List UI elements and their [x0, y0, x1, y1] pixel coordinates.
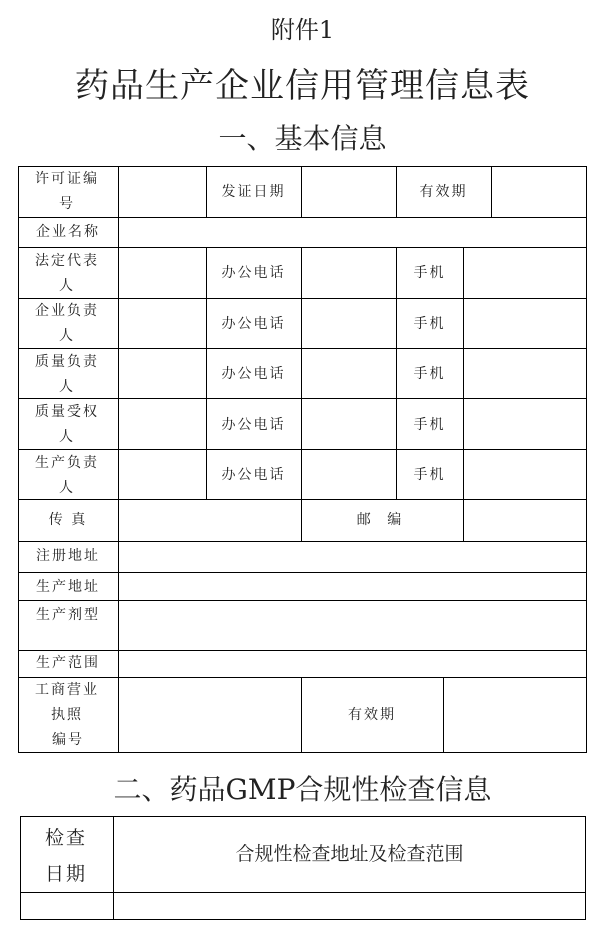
- quality-authorized-label: 质量受权人: [35, 404, 99, 445]
- office-phone-label-3: 办公电话: [221, 366, 286, 382]
- check-address-header: 合规性检查地址及检查范围: [235, 843, 464, 865]
- check-date-input[interactable]: [21, 893, 113, 919]
- postcode-label: 邮 编: [356, 512, 408, 528]
- prod-scope-label: 生产范围: [36, 655, 100, 671]
- page-title: 药品生产企业信用管理信息表: [75, 66, 530, 106]
- office-phone-label-5: 办公电话: [221, 467, 286, 483]
- legal-rep-label: 法定代表人: [35, 253, 99, 294]
- section-gmp-info: 二、药品GMP合规性检查信息: [113, 773, 492, 806]
- valid-period-label: 有效期: [419, 184, 468, 200]
- check-date-header: 检查日期: [44, 827, 87, 885]
- office-phone-label-4: 办公电话: [221, 417, 286, 433]
- mobile-label-1: 手机: [413, 265, 446, 281]
- quality-head-label: 质量负责人: [35, 354, 99, 395]
- section-basic-info: 一、基本信息: [218, 122, 387, 155]
- prod-address-label: 生产地址: [36, 579, 100, 595]
- mobile-label-3: 手机: [413, 366, 446, 382]
- dosage-form-label: 生产剂型: [36, 607, 100, 623]
- mobile-label-5: 手机: [413, 467, 446, 483]
- company-head-label: 企业负责人: [35, 303, 99, 344]
- fax-label: 传 真: [48, 512, 88, 528]
- production-head-label: 生产负责人: [35, 455, 99, 496]
- biz-license-number-label: 编号: [52, 732, 84, 748]
- reg-address-label: 注册地址: [36, 548, 100, 564]
- check-address-input[interactable]: [114, 893, 585, 919]
- company-name-label: 企业名称: [36, 224, 100, 240]
- mobile-label-4: 手机: [413, 417, 446, 433]
- issue-date-label: 发证日期: [221, 184, 286, 200]
- office-phone-label-2: 办公电话: [221, 316, 286, 332]
- biz-license-label: 工商营业执照: [35, 682, 99, 723]
- biz-valid-label: 有效期: [348, 707, 396, 723]
- mobile-label-2: 手机: [413, 316, 446, 332]
- license-no-label: 许可证编号: [35, 171, 99, 212]
- office-phone-label-1: 办公电话: [221, 265, 286, 281]
- attachment-label: 附件1: [270, 16, 335, 44]
